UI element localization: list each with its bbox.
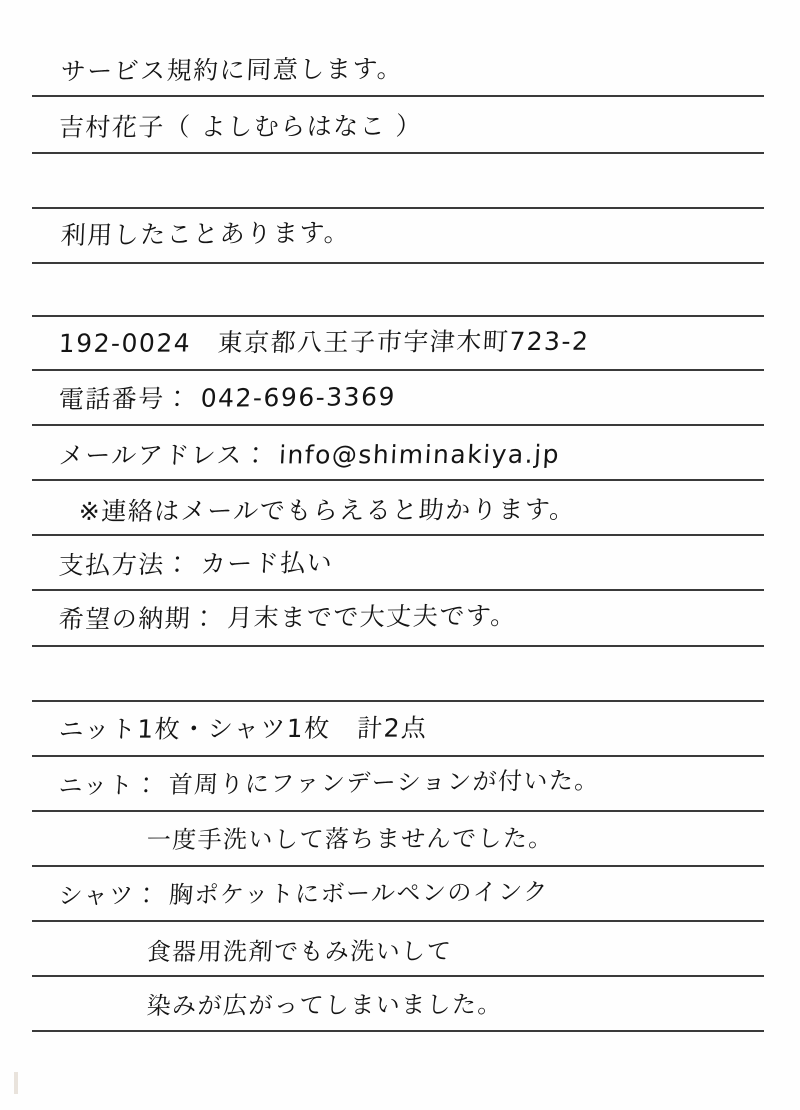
handwritten-line-used-before: 利用したことあります。	[60, 217, 351, 251]
rule-line	[32, 589, 764, 591]
rule-line	[32, 262, 764, 264]
handwritten-line-note-contact: ※連絡はメールでもらえると助かります。	[78, 494, 577, 526]
handwritten-line-shirt-1: シャツ： 胸ポケットにボールペンのインク	[58, 877, 550, 911]
handwritten-line-name: 吉村花子（ よしむらはなこ ）	[58, 111, 423, 143]
corner-mark	[14, 1072, 18, 1094]
rule-line	[32, 645, 764, 647]
handwritten-line-agree: サービス規約に同意します。	[60, 54, 405, 87]
handwritten-line-payment: 支払方法： カード払い	[58, 548, 334, 581]
rule-line	[32, 975, 764, 977]
handwritten-line-item-count: ニット1枚・シャツ1枚 計2点	[58, 713, 429, 744]
handwritten-line-shirt-2: 食器用洗剤でもみ洗いして	[146, 937, 453, 966]
handwritten-line-knit-2: 一度手洗いして落ちませんでした。	[146, 824, 555, 854]
rule-line	[32, 810, 764, 812]
rule-line	[32, 479, 764, 481]
rule-line	[32, 755, 764, 757]
rule-line	[32, 207, 764, 209]
handwritten-line-shirt-3: 染みが広がってしまいました。	[146, 990, 504, 1020]
rule-line	[32, 865, 764, 867]
rule-line	[32, 369, 764, 371]
rule-line	[32, 315, 764, 317]
rule-line	[32, 534, 764, 536]
handwritten-line-phone: 電話番号： 042-696-3369	[58, 382, 397, 415]
rule-line	[32, 700, 764, 702]
rule-line	[32, 920, 764, 922]
handwritten-line-email: メールアドレス： info@shiminakiya.jp	[58, 439, 561, 470]
rule-line	[32, 424, 764, 426]
rule-line	[32, 1030, 764, 1032]
rule-line	[32, 95, 764, 97]
handwritten-line-address: 192-0024 東京都八王子市宇津木町723-2	[58, 326, 591, 359]
handwritten-line-due-date: 希望の納期： 月末までで大丈夫です。	[58, 601, 518, 635]
rule-line	[32, 152, 764, 154]
handwritten-line-knit-1: ニット： 首周りにファンデーションが付いた。	[58, 766, 601, 801]
